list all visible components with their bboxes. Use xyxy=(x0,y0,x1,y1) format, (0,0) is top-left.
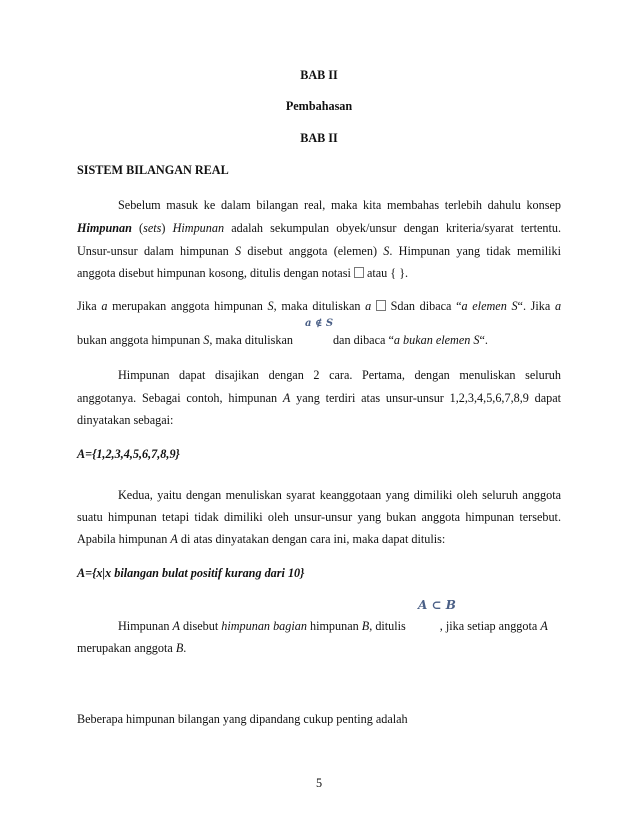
subset-symbol: A ⊂ B xyxy=(418,598,456,612)
section-title: SISTEM BILANGAN REAL xyxy=(77,163,229,177)
para3-line2: anggotanya. Sebagai contoh, himpunan A yang terdiri atas unsur-unsur 1,2,3,4,5,6,7,8,9 dapat xyxy=(77,391,562,405)
para5-line1: Himpunan A disebut himpunan bagian himpunan B, ditulis , jika setiap anggota A xyxy=(118,619,548,633)
para3-line1: Himpunan dapat disajikan dengan 2 cara. Pertama, dengan menuliskan seluruh xyxy=(118,368,561,382)
not-element-symbol: a ∉ S xyxy=(305,318,334,329)
para1-line4: anggota disebut himpunan kosong, ditulis dengan notasi atau { }. xyxy=(77,266,409,280)
page-number: 5 xyxy=(315,776,323,790)
para2-line2: bukan anggota himpunan S, maka dituliskan dan dibaca “a bukan elemen S“. xyxy=(77,333,488,347)
missing-glyph-icon xyxy=(376,300,386,311)
para2-line1: Jika a merupakan anggota himpunan S, maka dituliskan a Sdan dibaca “a elemen S“. Jika a xyxy=(77,299,562,313)
para4-line3: Apabila himpunan A di atas dinyatakan dengan cara ini, maka dapat ditulis: xyxy=(77,532,446,546)
para3-line3: dinyatakan sebagai: xyxy=(77,413,174,427)
para4-line2: suatu himpunan tetapi tidak dimiliki oleh unsur-unsur yang bukan anggota himpunan tersebut. xyxy=(77,510,561,524)
para6: Beberapa himpunan bilangan yang dipandang cukup penting adalah xyxy=(77,712,408,726)
para1-line2: Himpunan (sets) Himpunan adalah sekumpulan obyek/unsur dengan kriteria/syarat tertentu. xyxy=(77,221,562,235)
set-example-builder: A={x|x bilangan bulat positif kurang dari 10} xyxy=(77,566,305,580)
term-himpunan: Himpunan xyxy=(77,221,132,235)
para4-line1: Kedua, yaitu dengan menuliskan syarat keanggotaan yang dimiliki oleh seluruh anggota xyxy=(118,488,561,502)
chapter-subtitle: Pembahasan xyxy=(285,99,353,113)
para1-line3: Unsur-unsur dalam himpunan S disebut anggota (elemen) S. Himpunan yang tidak memiliki xyxy=(77,244,561,258)
missing-glyph-icon xyxy=(354,267,364,278)
para5-line2: merupakan anggota B. xyxy=(77,641,187,655)
chapter-heading: BAB II xyxy=(300,68,338,82)
para1-line1: Sebelum masuk ke dalam bilangan real, maka kita membahas terlebih dahulu konsep xyxy=(118,198,561,212)
set-example-enumerated: A={1,2,3,4,5,6,7,8,9} xyxy=(77,447,180,461)
chapter-heading-repeat: BAB II xyxy=(300,131,338,145)
